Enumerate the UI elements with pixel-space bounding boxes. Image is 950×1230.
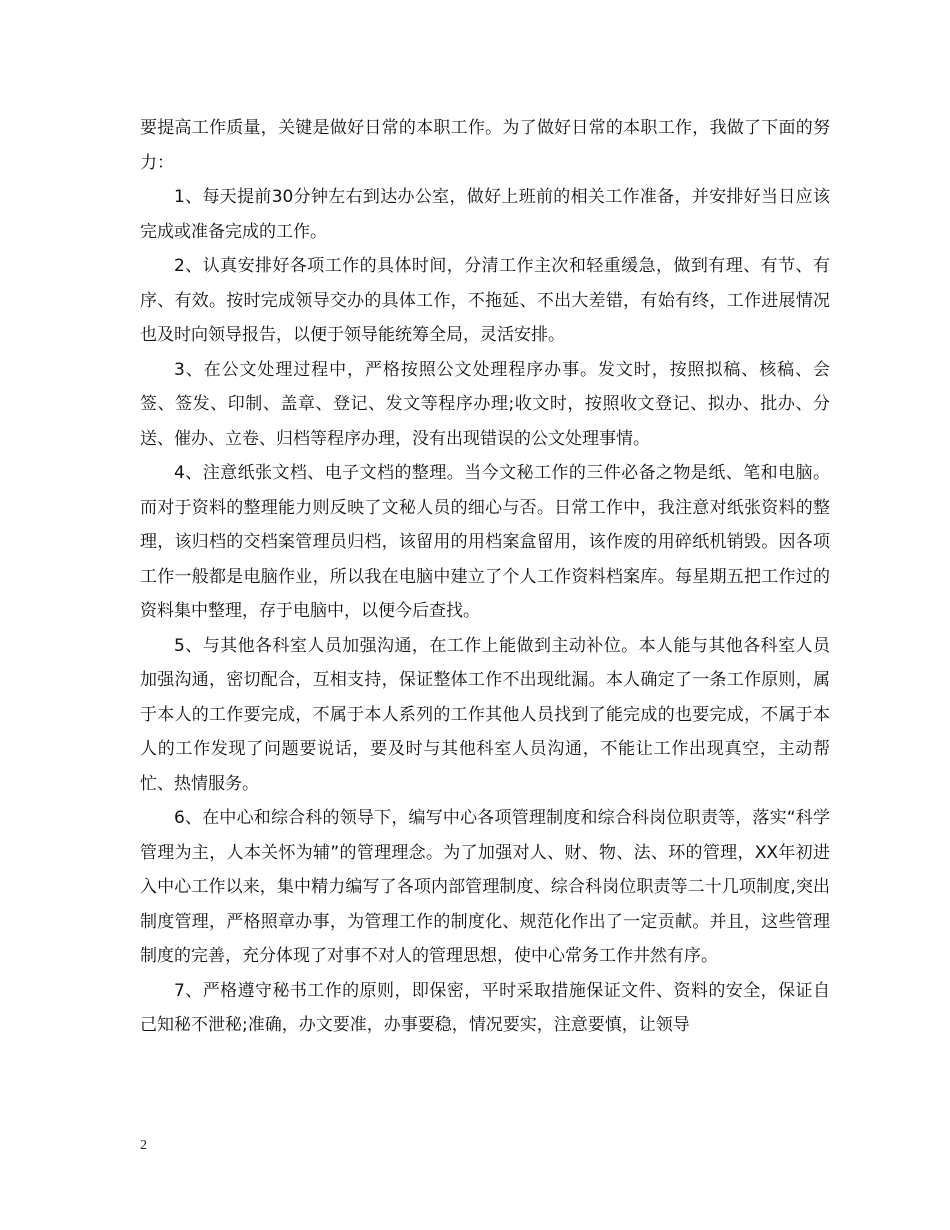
paragraph-item-6: 6、在中心和综合科的领导下，编写中心各项管理制度和综合科岗位职责等，落实“科学管理为主，人本关怀为辅”的管理理念。为了加强对人、财、物、法、环的管理，XX年初进入中心工作以来，集中精力编写了各项内部管理制度、综合科岗位职责等二十几项制度,突出制度管理，严格照章办事，为管理工作的制度化、规范化作出了一定贡献。并且，这些管理制度的完善，充分体现了对事不对人的管理思想，使中心常务工作井然有序。 bbox=[140, 808, 830, 966]
paragraph-intro: 要提高工作质量，关键是做好日常的本职工作。为了做好日常的本职工作，我做了下面的努力： bbox=[140, 118, 830, 173]
paragraph-item-2: 2、认真安排好各项工作的具体时间，分清工作主次和轻重缓急，做到有理、有节、有序、有效。按时完成领导交办的具体工作，不拖延、不出大差错，有始有终，工作进展情况也及时向领导报告，以便于领导能统筹全局，灵活安排。 bbox=[140, 256, 830, 345]
paragraph-item-1: 1、每天提前30分钟左右到达办公室，做好上班前的相关工作准备，并安排好当日应该完成或准备完成的工作。 bbox=[140, 187, 830, 242]
paragraph-item-4: 4、注意纸张文档、电子文档的整理。当今文秘工作的三件必备之物是纸、笔和电脑。而对于资料的整理能力则反映了文秘人员的细心与否。日常工作中，我注意对纸张资料的整理，该归档的交档案管理员归档，该留用的用档案盒留用，该作废的用碎纸机销毁。因各项工作一般都是电脑作业，所以我在电脑中建立了个人工作资料档案库。每星期五把工作过的资料集中整理，存于电脑中，以便今后查找。 bbox=[140, 463, 830, 621]
paragraph-item-5: 5、与其他各科室人员加强沟通，在工作上能做到主动补位。本人能与其他各科室人员加强沟通，密切配合，互相支持，保证整体工作不出现纰漏。本人确定了一条工作原则，属于本人的工作要完成，不属于本人系列的工作其他人员找到了能完成的也要完成，不属于本人的工作发现了问题要说话，要及时与其他科室人员沟通，不能让工作出现真空，主动帮忙、热情服务。 bbox=[140, 635, 830, 794]
paragraph-item-7: 7、严格遵守秘书工作的原则，即保密，平时采取措施保证文件、资料的安全，保证自己知秘不泄秘;准确，办文要准，办事要稳，情况要实，注意要慎，让领导 bbox=[140, 980, 830, 1035]
paragraph-item-3: 3、在公文处理过程中，严格按照公文处理程序办事。发文时，按照拟稿、核稿、会签、签发、印制、盖章、登记、发文等程序办理;收文时，按照收文登记、拟办、批办、分送、催办、立卷、归档等程序办理，没有出现错误的公文处理事情。 bbox=[140, 359, 830, 449]
page-number: 2 bbox=[140, 1138, 147, 1153]
document-body bbox=[140, 111, 830, 1043]
